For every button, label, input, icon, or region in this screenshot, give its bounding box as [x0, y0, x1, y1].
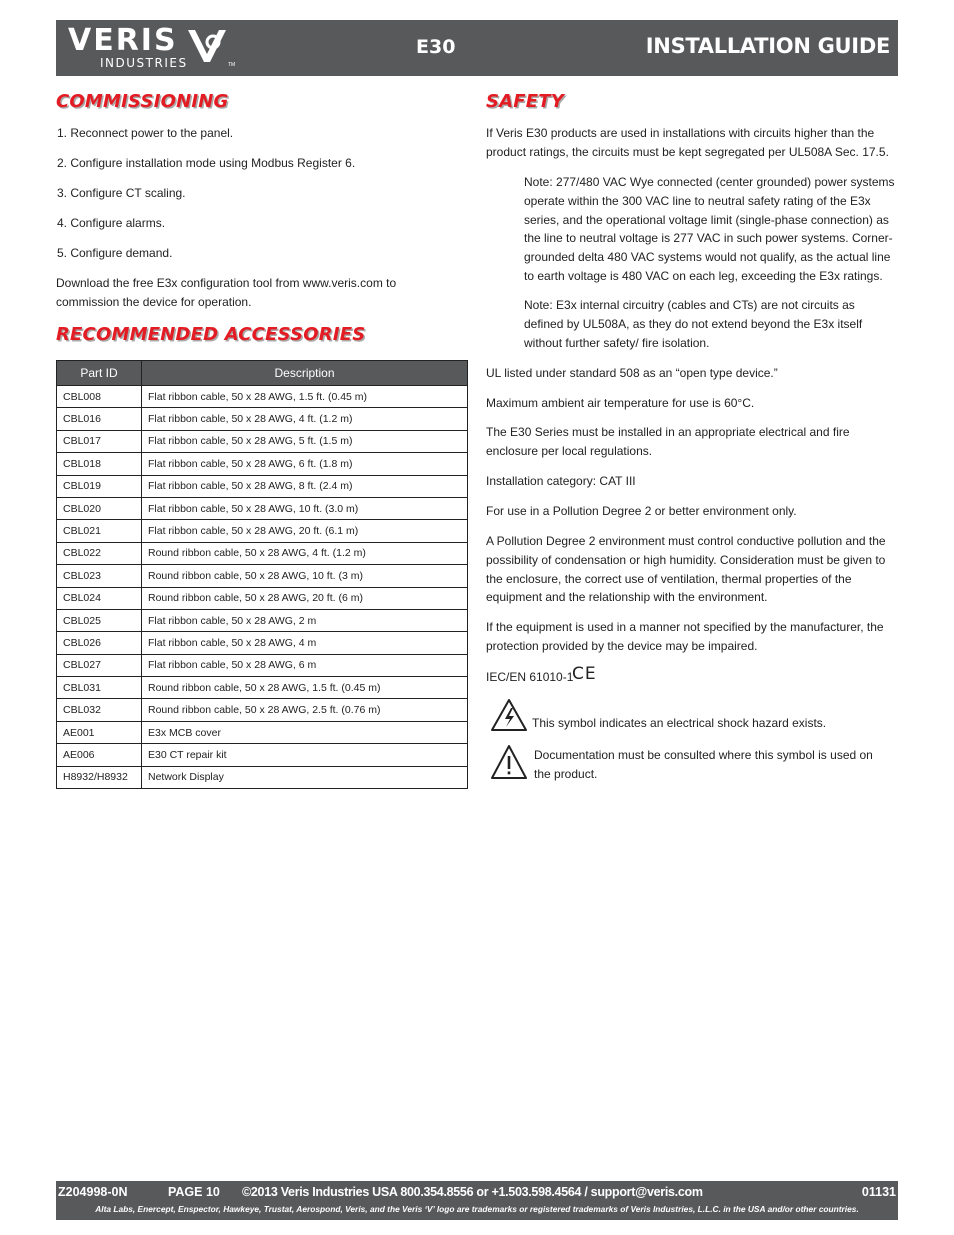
iec-standard: IEC/EN 61010-1 — [486, 670, 574, 684]
table-row — [57, 565, 468, 587]
part-id-cell: CBL027 — [57, 654, 142, 676]
documentation-symbol-text: Documentation must be consulted where this symbol is used on the product. — [534, 748, 873, 781]
description-cell: Round ribbon cable, 50 x 28 AWG, 4 ft. (1.2 m) — [142, 542, 468, 564]
part-id-cell: CBL024 — [57, 587, 142, 609]
part-id-cell: CBL032 — [57, 699, 142, 721]
safety-intro: If Veris E30 products are used in installations with circuits higher than the product ratings, the circuits must be kept segregated per UL508A Sec. 17.5. — [486, 126, 889, 159]
table-row — [57, 475, 468, 497]
description-cell: Flat ribbon cable, 50 x 28 AWG, 2 m — [142, 609, 468, 631]
page-number: PAGE 10 — [168, 1185, 220, 1199]
description-cell: Round ribbon cable, 50 x 28 AWG, 2.5 ft. (0.76 m) — [142, 699, 468, 721]
description-cell: Round ribbon cable, 50 x 28 AWG, 1.5 ft. (0.45 m) — [142, 677, 468, 699]
ul-listing: UL listed under standard 508 as an “open type device.” — [486, 366, 778, 380]
table-row — [57, 721, 468, 743]
document-id: Z204998-0N — [58, 1185, 128, 1199]
trademark-notice: Alta Labs, Enercept, Enspector, Hawkeye, Trustat, Aerospond, Veris, and the Veris ‘V’ logo are trademarks or registered trademarks of Veris Industries, L.L.C. in the USA and/or other countries. — [95, 1204, 859, 1214]
caution-exclamation-icon — [490, 744, 528, 780]
table-row — [57, 766, 468, 788]
column-header-description: Description — [142, 361, 468, 386]
description-cell: E3x MCB cover — [142, 721, 468, 743]
enclosure-requirement: The E30 Series must be installed in an appropriate electrical and fire enclosure per local regulations. — [486, 425, 850, 458]
description-cell: Flat ribbon cable, 50 x 28 AWG, 10 ft. (3.0 m) — [142, 497, 468, 519]
max-temperature: Maximum ambient air temperature for use is 60°C. — [486, 396, 755, 410]
description-cell: Flat ribbon cable, 50 x 28 AWG, 1.5 ft. (0.45 m) — [142, 386, 468, 408]
ce-mark: CE — [572, 664, 597, 684]
commissioning-step: 3. Configure CT scaling. — [57, 186, 186, 200]
pollution-degree-description: A Pollution Degree 2 environment must control conductive pollution and the possibility of condensation or high humidity. Consideration must be given to the enclosure, the correct use of ventilation, thermal properties of the equipment and the relationship with the environment. — [486, 534, 886, 605]
commissioning-step: 1. Reconnect power to the panel. — [57, 126, 234, 140]
table-row — [57, 386, 468, 408]
part-id-cell: CBL022 — [57, 542, 142, 564]
part-id-cell: CBL021 — [57, 520, 142, 542]
part-id-cell: CBL020 — [57, 497, 142, 519]
part-id-cell: CBL017 — [57, 430, 142, 452]
page-footer — [56, 1181, 898, 1220]
copyright-contact: ©2013 Veris Industries USA 800.354.8556 or +1.503.598.4564 / support@veris.com — [242, 1185, 703, 1199]
page-header — [56, 20, 898, 76]
table-row — [57, 699, 468, 721]
commissioning-step: 2. Configure installation mode using Modbus Register 6. — [57, 156, 356, 170]
revision-code: 01131 — [861, 1185, 896, 1199]
logo-subtitle: INDUSTRIES — [100, 56, 188, 70]
commissioning-heading: COMMISSIONING — [56, 91, 229, 112]
table-row — [57, 542, 468, 564]
table-row — [57, 744, 468, 766]
description-cell: Flat ribbon cable, 50 x 28 AWG, 4 m — [142, 632, 468, 654]
part-id-cell: CBL019 — [57, 475, 142, 497]
trademark-mark: TM — [228, 62, 236, 68]
table-row — [57, 497, 468, 519]
accessories-heading: RECOMMENDED ACCESSORIES — [56, 324, 366, 345]
part-id-cell: AE001 — [57, 721, 142, 743]
description-cell: Flat ribbon cable, 50 x 28 AWG, 5 ft. (1.5 m) — [142, 430, 468, 452]
model-number: E30 — [416, 36, 456, 58]
description-cell: Flat ribbon cable, 50 x 28 AWG, 8 ft. (2.4 m) — [142, 475, 468, 497]
safety-note-wye: Note: 277/480 VAC Wye connected (center grounded) power systems operate within the 300 VAC line to neutral safety rating of the E3x series, and the operational voltage limit (single-phase connection) as the line to neutral voltage is 277 VAC in such power systems. Corner-grounded delta 480 VAC systems would not qualify, as the actual line to earth voltage is 480 VAC on each leg, exceeding the E3x ratings. — [524, 175, 895, 283]
table-row — [57, 609, 468, 631]
table-row — [57, 430, 468, 452]
description-cell: Flat ribbon cable, 50 x 28 AWG, 6 m — [142, 654, 468, 676]
description-cell: Flat ribbon cable, 50 x 28 AWG, 20 ft. (6.1 m) — [142, 520, 468, 542]
installation-category: Installation category: CAT III — [486, 474, 636, 488]
part-id-cell: CBL016 — [57, 408, 142, 430]
part-id-cell: CBL008 — [57, 386, 142, 408]
part-id-cell: CBL018 — [57, 453, 142, 475]
logo-wordmark: VERIS — [68, 23, 178, 58]
electrical-shock-warning-icon — [490, 698, 528, 732]
manufacturer-manner-warning: If the equipment is used in a manner not specified by the manufacturer, the protection provided by the device may be impaired. — [486, 620, 884, 653]
table-header-row — [57, 361, 468, 386]
description-cell: Flat ribbon cable, 50 x 28 AWG, 6 ft. (1.8 m) — [142, 453, 468, 475]
commissioning-step: 5. Configure demand. — [57, 246, 173, 260]
download-note: Download the free E3x configuration tool from www.veris.com to commission the device for operation. — [56, 276, 397, 309]
safety-heading: SAFETY — [486, 91, 564, 112]
part-id-cell: CBL026 — [57, 632, 142, 654]
description-cell: Round ribbon cable, 50 x 28 AWG, 20 ft. (6 m) — [142, 587, 468, 609]
description-cell: E30 CT repair kit — [142, 744, 468, 766]
commissioning-step: 4. Configure alarms. — [57, 216, 166, 230]
part-id-cell: CBL025 — [57, 609, 142, 631]
description-cell: Round ribbon cable, 50 x 28 AWG, 10 ft. (3 m) — [142, 565, 468, 587]
table-row — [57, 587, 468, 609]
table-row — [57, 654, 468, 676]
part-id-cell: CBL023 — [57, 565, 142, 587]
description-cell: Flat ribbon cable, 50 x 28 AWG, 4 ft. (1.2 m) — [142, 408, 468, 430]
part-id-cell: CBL031 — [57, 677, 142, 699]
pollution-degree-use: For use in a Pollution Degree 2 or better environment only. — [486, 504, 797, 518]
table-row — [57, 677, 468, 699]
veris-v-icon — [186, 26, 228, 66]
accessories-table — [56, 360, 468, 789]
description-cell: Network Display — [142, 766, 468, 788]
part-id-cell: H8932/H8932 — [57, 766, 142, 788]
table-row — [57, 520, 468, 542]
safety-note-circuitry: Note: E3x internal circuitry (cables and CTs) are not circuits as defined by UL508A, as they do not extend beyond the E3x itself without further safety/ fire isolation. — [524, 298, 863, 350]
table-row — [57, 408, 468, 430]
shock-symbol-text: This symbol indicates an electrical shock hazard exists. — [532, 716, 827, 730]
part-id-cell: AE006 — [57, 744, 142, 766]
table-row — [57, 453, 468, 475]
veris-logo — [68, 23, 238, 72]
table-row — [57, 632, 468, 654]
column-header-part-id: Part ID — [57, 361, 142, 386]
document-title: INSTALLATION GUIDE — [645, 34, 890, 58]
